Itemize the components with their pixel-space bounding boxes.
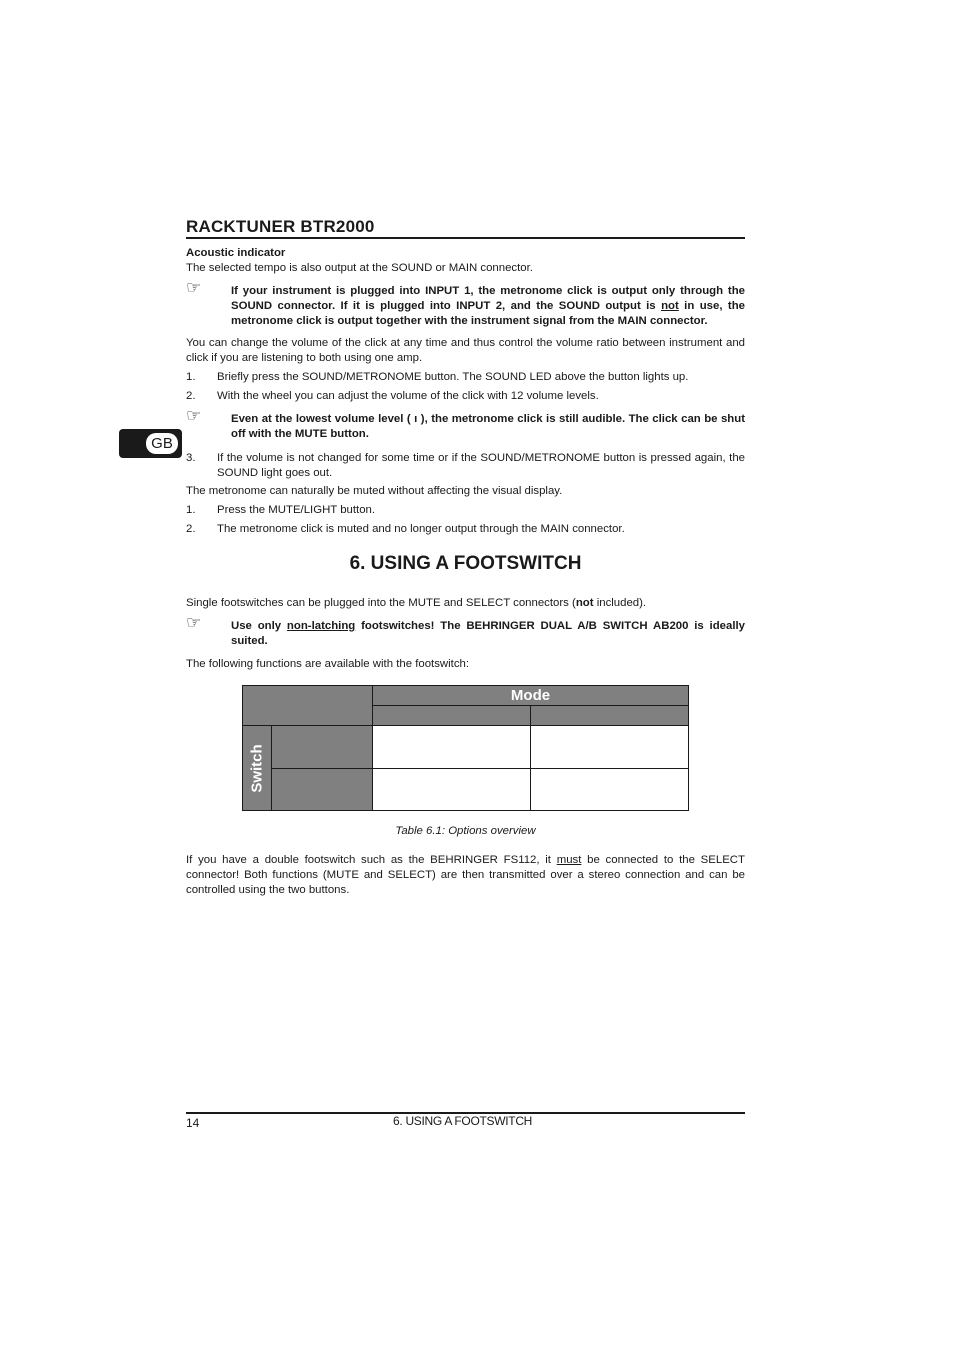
note-text: If your instrument is plugged into INPUT 1, the metronome click is output only through the SOUND connector. If it is plugged into INPUT 2, and the SOUND output is not in use, the metronome click is output together with the instrument signal from the MAIN connector. — [231, 285, 745, 327]
note-text: Even at the lowest volume level ( ı ), the metronome click is still audible. The click can be shut off with the MUTE button. — [231, 413, 745, 440]
row-header-2 — [271, 768, 373, 811]
acoustic-intro-paragraph: The selected tempo is also output at the SOUND or MAIN connector. — [186, 262, 533, 274]
language-tab — [119, 429, 182, 458]
footswitch-intro-paragraph: Single footswitches can be plugged into the MUTE and SELECT connectors (not included). — [186, 597, 647, 609]
table-caption: Table 6.1: Options overview — [395, 825, 536, 837]
section-title: 6. USING A FOOTSWITCH — [349, 553, 582, 574]
options-table — [242, 685, 689, 811]
document-header-title: RACKTUNER BTR2000 — [186, 217, 745, 239]
table-cell — [372, 725, 531, 769]
pointing-hand-icon: ☞ — [186, 613, 202, 632]
note-text: Use only non-latching footswitches! The BEHRINGER DUAL A/B SWITCH AB200 is ideally suited. — [231, 620, 746, 647]
pointing-hand-icon: ☞ — [186, 278, 202, 297]
language-tab-label: GB — [146, 433, 178, 454]
acoustic-indicator-heading: Acoustic indicator — [186, 247, 286, 259]
switch-header — [242, 725, 272, 811]
table-corner-cell — [242, 685, 373, 726]
switch-label: Switch — [248, 743, 266, 793]
pointing-hand-icon: ☞ — [186, 406, 202, 425]
volume-paragraph: You can change the volume of the click at any time and thus control the volume ratio between instrument and click if you are listening to both using one amp. — [186, 337, 745, 364]
double-footswitch-paragraph: If you have a double footswitch such as the BEHRINGER FS112, it must be connected to the SELECT connector! Both functions (MUTE and SELECT) are then transmitted over a stereo connection and can be controlled using the two buttons. — [186, 854, 745, 896]
row-header-1 — [271, 725, 373, 769]
page-number: 14 — [186, 1116, 200, 1130]
table-cell — [530, 768, 689, 811]
table-cell — [372, 768, 531, 811]
functions-paragraph: The following functions are available with the footswitch: — [186, 658, 470, 670]
mode-subheader-1 — [372, 705, 531, 726]
table-cell — [530, 725, 689, 769]
mode-header: Mode — [372, 685, 689, 706]
mute-paragraph: The metronome can naturally be muted without affecting the visual display. — [186, 485, 563, 497]
footer-section-name: 6. USING A FOOTSWITCH — [393, 1114, 533, 1128]
mode-subheader-2 — [530, 705, 689, 726]
